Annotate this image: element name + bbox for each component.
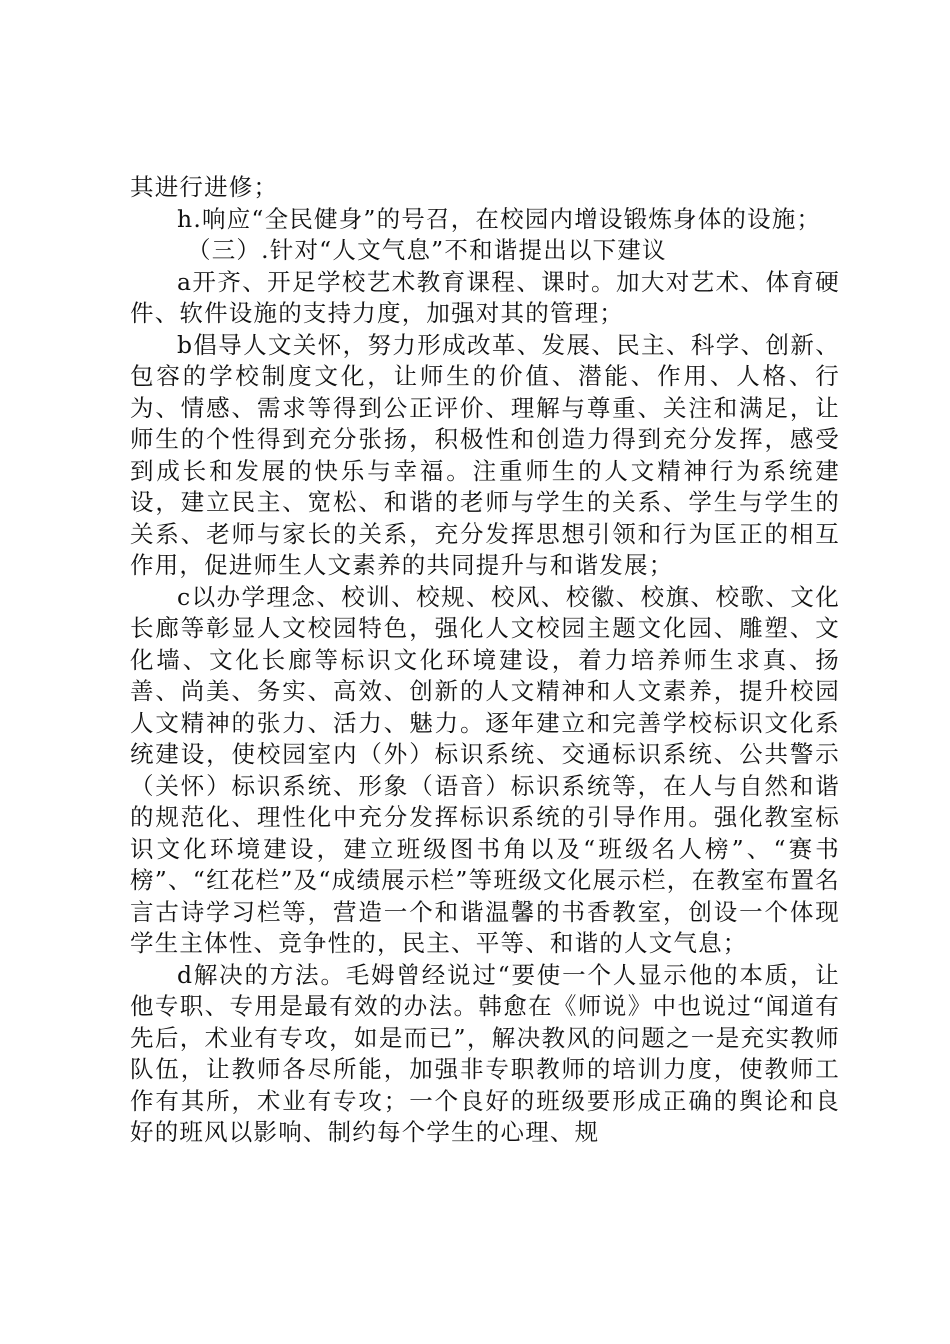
paragraph-b-humanistic-care: b倡导人文关怀，努力形成改革、发展、民主、科学、创新、包容的学校制度文化，让师生的价值、潜能、作用、人格、行为、情感、需求等得到公正评价、理解与尊重、关注和满足，让师生的个性得到充分张扬，积极性和创造力得到充分发挥，感受到成长和发展的快乐与幸福。注重师生的人文精神行为系统建设，建立民主、宽松、和谐的老师与学生的关系、学生与学生的关系、老师与家长的关系，充分发挥思想引领和行为匡正的相互作用，促进师生人文素养的共同提升与和谐发展； <box>130 330 840 579</box>
paragraph-d-solutions: d解决的方法。毛姆曾经说过“要使一个人显示他的本质，让他专职、专用是最有效的办法。韩愈在《师说》中也说过“闻道有先后，术业有专攻，如是而已”，解决教风的问题之一是充实教师队伍，让教师各尽所能，加强非专职教师的培训力度，使教师工作有其所，术业有专攻；一个良好的班级要形成正确的舆论和良好的班风以影响、制约每个学生的心理、规 <box>130 960 840 1146</box>
paragraph-c-campus-culture: c以办学理念、校训、校规、校风、校徽、校旗、校歌、文化长廊等彰显人文校园特色，强化人文校园主题文化园、雕塑、文化墙、文化长廊等标识文化环境建设，着力培养师生求真、扬善、尚美、务实、高效、创新的人文精神和人文素养，提升校园人文精神的张力、活力、魅力。逐年建立和完善学校标识文化系统建设，使校园室内（外）标识系统、交通标识系统、公共警示（关怀）标识系统、形象（语音）标识系统等，在人与自然和谐的规范化、理性化中充分发挥标识系统的引导作用。强化教室标识文化环境建设，建立班级图书角以及“班级名人榜”、“赛书榜”、“红花栏”及“成绩展示栏”等班级文化展示栏，在教室布置名言古诗学习栏等，营造一个和谐温馨的书香教室，创设一个体现学生主体性、竞争性的，民主、平等、和谐的人文气息； <box>130 582 840 957</box>
paragraph-continuation: 其进行进修； <box>130 173 279 201</box>
paragraph-h-fitness: h.响应“全民健身”的号召，在校园内增设锻炼身体的设施； <box>177 204 822 233</box>
document-page <box>130 172 840 1149</box>
section-heading-humanities: （三）.针对“人文气息”不和谐提出以下建议 <box>187 236 667 264</box>
paragraph-a-arts-courses: a开齐、开足学校艺术教育课程、课时。加大对艺术、体育硬件、软件设施的支持力度，加强对其的管理； <box>130 267 840 327</box>
